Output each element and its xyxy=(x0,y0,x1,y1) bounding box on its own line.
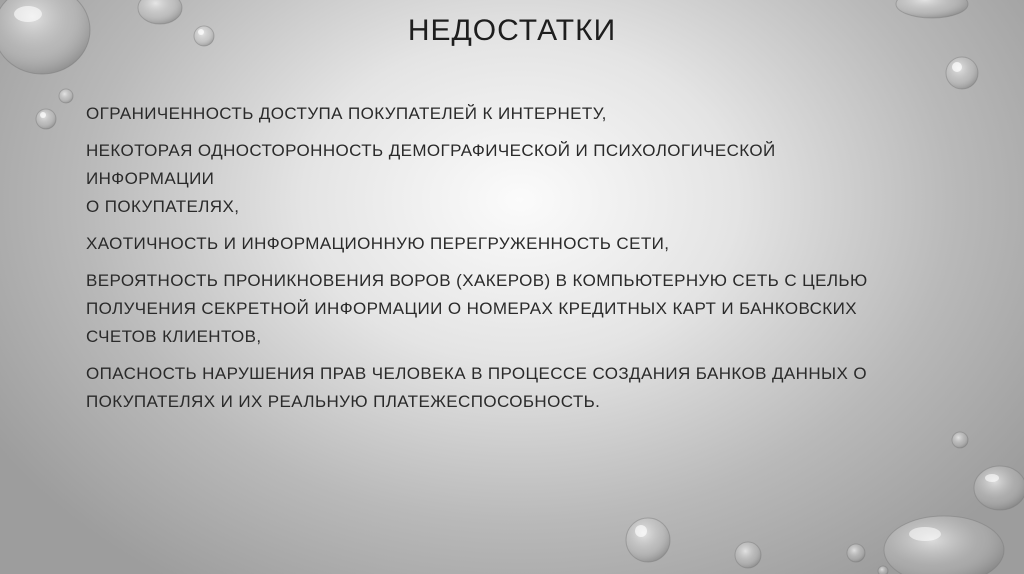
water-drop xyxy=(884,516,1004,574)
slide-title: НЕДОСТАТКИ xyxy=(407,14,617,47)
bullet-list xyxy=(86,100,906,425)
bullet-item: ВЕРОЯТНОСТЬ ПРОНИКНОВЕНИЯ ВОРОВ (ХАКЕРОВ) В КОМПЬЮТЕРНУЮ СЕТЬ С ЦЕЛЬЮ ПОЛУЧЕНИЯ СЕКРЕТНОЙ ИНФОРМАЦИИ О НОМЕРАХ КРЕДИТНЫХ КАРТ И БАНКОВСКИХ СЧЕТОВ КЛИЕНТОВ, xyxy=(86,271,868,346)
water-drop xyxy=(735,542,761,568)
bullet-item: ХАОТИЧНОСТЬ И ИНФОРМАЦИОННУЮ ПЕРЕГРУЖЕННОСТЬ СЕТИ, xyxy=(86,234,670,253)
water-drop xyxy=(974,466,1024,510)
bullet-item: ОПАСНОСТЬ НАРУШЕНИЯ ПРАВ ЧЕЛОВЕКА В ПРОЦЕССЕ СОЗДАНИЯ БАНКОВ ДАННЫХ О ПОКУПАТЕЛЯХ И ИХ РЕАЛЬНУЮ ПЛАТЕЖЕСПОСОБНОСТЬ. xyxy=(86,364,867,411)
bullet-item: НЕКОТОРАЯ ОДНОСТОРОННОСТЬ ДЕМОГРАФИЧЕСКОЙ И ПСИХОЛОГИЧЕСКОЙ ИНФОРМАЦИИ О ПОКУПАТЕЛЯХ, xyxy=(86,141,776,216)
bullet-item: ОГРАНИЧЕННОСТЬ ДОСТУПА ПОКУПАТЕЛЕЙ К ИНТЕРНЕТУ, xyxy=(86,104,607,123)
water-drop xyxy=(626,518,670,562)
water-drop xyxy=(946,57,978,89)
water-drop xyxy=(36,109,56,129)
water-drop xyxy=(847,544,865,562)
water-drop xyxy=(952,432,968,448)
water-drop xyxy=(59,89,73,103)
water-drop xyxy=(878,566,888,574)
